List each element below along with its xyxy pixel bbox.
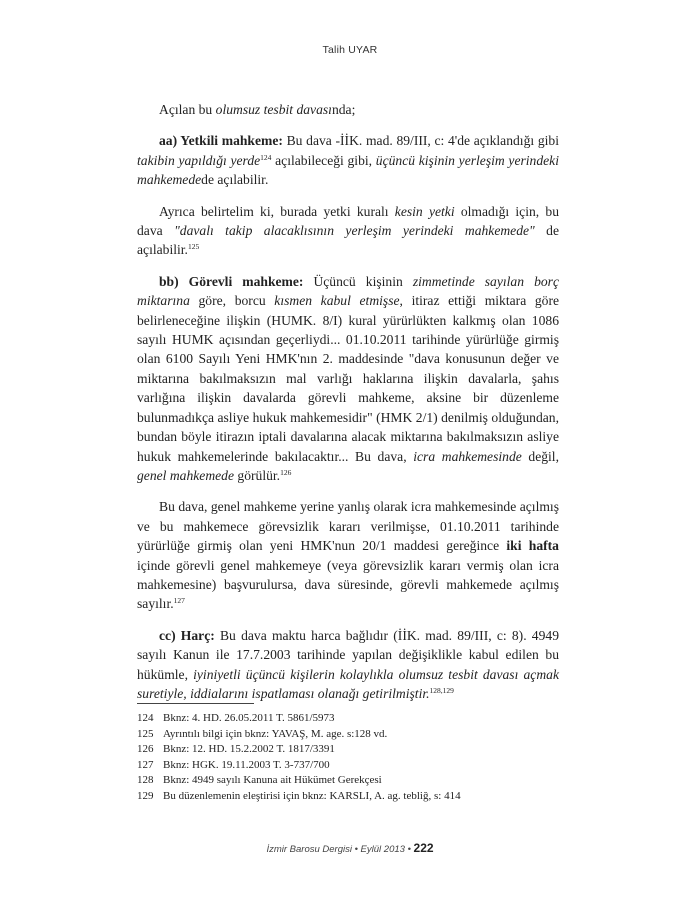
italic-text: takibin yapıldığı yerde bbox=[137, 152, 261, 168]
bold-text: bb) Görevli mahkeme: bbox=[159, 273, 304, 289]
footnote-number: 128 bbox=[137, 774, 154, 786]
text-run: de açılabilir. bbox=[137, 223, 559, 258]
paragraph bbox=[137, 100, 559, 119]
text-run: Bu dava maktu harca bağlıdır (İİK. mad. 89/III, c: 8). 4949 sayılı Kanun ile 17.7.2003 tarihinde yapılan değişiklikle kabul edilen bu hükümle, bbox=[137, 627, 559, 682]
footnotes bbox=[137, 711, 577, 804]
text-run: Bu dava, genel mahkeme yerine yanlış olarak icra mahkemesinde açılmış ve bu mahkemece görevsizlik kararı verilmişse, 01.10.2011 tarihinde yürürlüğe girmiş olan yeni HMK'nun 20/1 maddesi gereğince bbox=[137, 499, 559, 554]
italic-text: kesin yetki bbox=[394, 203, 455, 219]
page-number: 222 bbox=[413, 841, 434, 855]
italic-text: üçüncü kişinin yerleşim yerindeki mahkemede bbox=[137, 152, 559, 188]
text-run: görülür. bbox=[234, 467, 281, 483]
paragraph bbox=[137, 202, 559, 260]
footnote-ref: 126 bbox=[280, 467, 292, 477]
footnote-text: Bknz: HGK. 19.11.2003 T. 3-737/700 bbox=[163, 758, 330, 771]
italic-text: zimmetinde sayılan borç miktarına bbox=[137, 273, 559, 309]
paragraph bbox=[137, 272, 559, 485]
footnote-number: 127 bbox=[137, 758, 154, 771]
footnote bbox=[137, 758, 577, 774]
italic-text: icra mahkemesinde bbox=[413, 448, 522, 464]
text-run: Ayrıca belirtelim ki, burada yetki kuralı bbox=[159, 203, 395, 219]
footnote-ref: 125 bbox=[187, 242, 200, 252]
footnote-text: Bknz: 4. HD. 26.05.2011 T. 5861/5973 bbox=[163, 712, 335, 724]
running-header: Talih UYAR bbox=[322, 44, 378, 56]
footnote-ref: 124 bbox=[260, 152, 272, 162]
footnote-number: 129 bbox=[137, 789, 154, 802]
text-run: değil, bbox=[521, 448, 559, 464]
footnote-number: 124 bbox=[137, 712, 154, 724]
footnote-number: 126 bbox=[137, 743, 154, 755]
italic-text: kısmen kabul etmişse bbox=[274, 293, 400, 309]
text-run: nda; bbox=[331, 102, 356, 117]
footnote-separator bbox=[137, 703, 254, 704]
italic-text: iyiniyetli üçüncü kişilerin kolaylıkla olumsuz tesbit davası açmak suretiyle, iddialarını ispatlaması olanağı getirilmiştir. bbox=[137, 666, 559, 701]
footnote bbox=[137, 742, 577, 758]
text-run: , itiraz ettiği miktara göre belirleneceğine ilişkin (HUMK. 8/I) kural yürürlükten kalkmış olan 1086 sayılı HUMK açısından geçerliydi... 01.10.2011 tarihinde yürürlüğe girmiş olan 6100 Sayılı Yeni HMK'nın 2. maddesinde "dava konusunun değer ve miktarına bakılmaksızın mal varlığı haklarına ilişkin davalarla, şahıs varlığına ilişkin davalarda görevli mahkeme, aksine bir düzenleme bulunmadıkça asliye hukuk mahkemesidir" (HMK 2/1) denilmiş olduğundan, bundan böyle itirazın iptali davalarına alacak miktarına bakılmaksızın asliye hukuk mahkemelerinde bakılacaktır... Bu dava, bbox=[137, 293, 560, 464]
italic-text: olumsuz tesbit davası bbox=[215, 102, 332, 117]
footnote-ref: 128,129 bbox=[429, 685, 454, 695]
italic-text: genel mahkemede bbox=[137, 467, 234, 483]
page-footer bbox=[0, 841, 700, 855]
footnote-text: Bknz: 12. HD. 15.2.2002 T. 1817/3391 bbox=[163, 743, 335, 755]
footnote-number: 125 bbox=[137, 727, 154, 740]
text-run: açılabileceği gibi, bbox=[271, 152, 376, 168]
text-run: Üçüncü kişinin bbox=[303, 273, 413, 289]
bold-text: iki hafta bbox=[506, 538, 559, 554]
paragraph bbox=[137, 131, 559, 189]
paragraph bbox=[137, 497, 559, 613]
footnote bbox=[137, 773, 577, 789]
italic-text: "davalı takip alacaklısının yerleşim yerindeki mahkemede" bbox=[174, 223, 535, 239]
journal-name: İzmir Barosu Dergisi • Eylül 2013 • bbox=[266, 844, 411, 855]
text-run: Açılan bu bbox=[159, 102, 216, 117]
paragraph bbox=[137, 626, 559, 704]
footnote bbox=[137, 789, 577, 805]
text-run: olmadığı için, bu dava bbox=[137, 203, 559, 239]
footnote-text: Ayrıntılı bilgi için bknz: YAVAŞ, M. age. s:128 vd. bbox=[163, 727, 388, 740]
body-text bbox=[137, 100, 559, 715]
footnote-text: Bu düzenlemenin eleştirisi için bknz: KARSLI, A. ag. tebliğ, s: 414 bbox=[163, 789, 461, 802]
text-run: göre, borcu bbox=[189, 293, 275, 309]
text-run: Bu dava -İİK. mad. 89/III, c: 4'de açıklandığı gibi bbox=[282, 133, 559, 149]
footnote bbox=[137, 711, 577, 727]
bold-text: cc) Harç: bbox=[159, 627, 215, 643]
text-run: içinde görevli genel mahkemeye (veya görevsizlik kararı vermiş olan icra mahkemesine) başvurulursa, dava süresinde, görevli mahkemede açılmış sayılır. bbox=[137, 557, 559, 612]
text-run: de açılabilir. bbox=[201, 172, 269, 188]
footnote-text: Bknz: 4949 sayılı Kanuna ait Hükümet Gerekçesi bbox=[163, 774, 382, 786]
footnote bbox=[137, 727, 577, 743]
footnote-ref: 127 bbox=[173, 596, 185, 606]
bold-text: aa) Yetkili mahkeme: bbox=[159, 133, 283, 149]
